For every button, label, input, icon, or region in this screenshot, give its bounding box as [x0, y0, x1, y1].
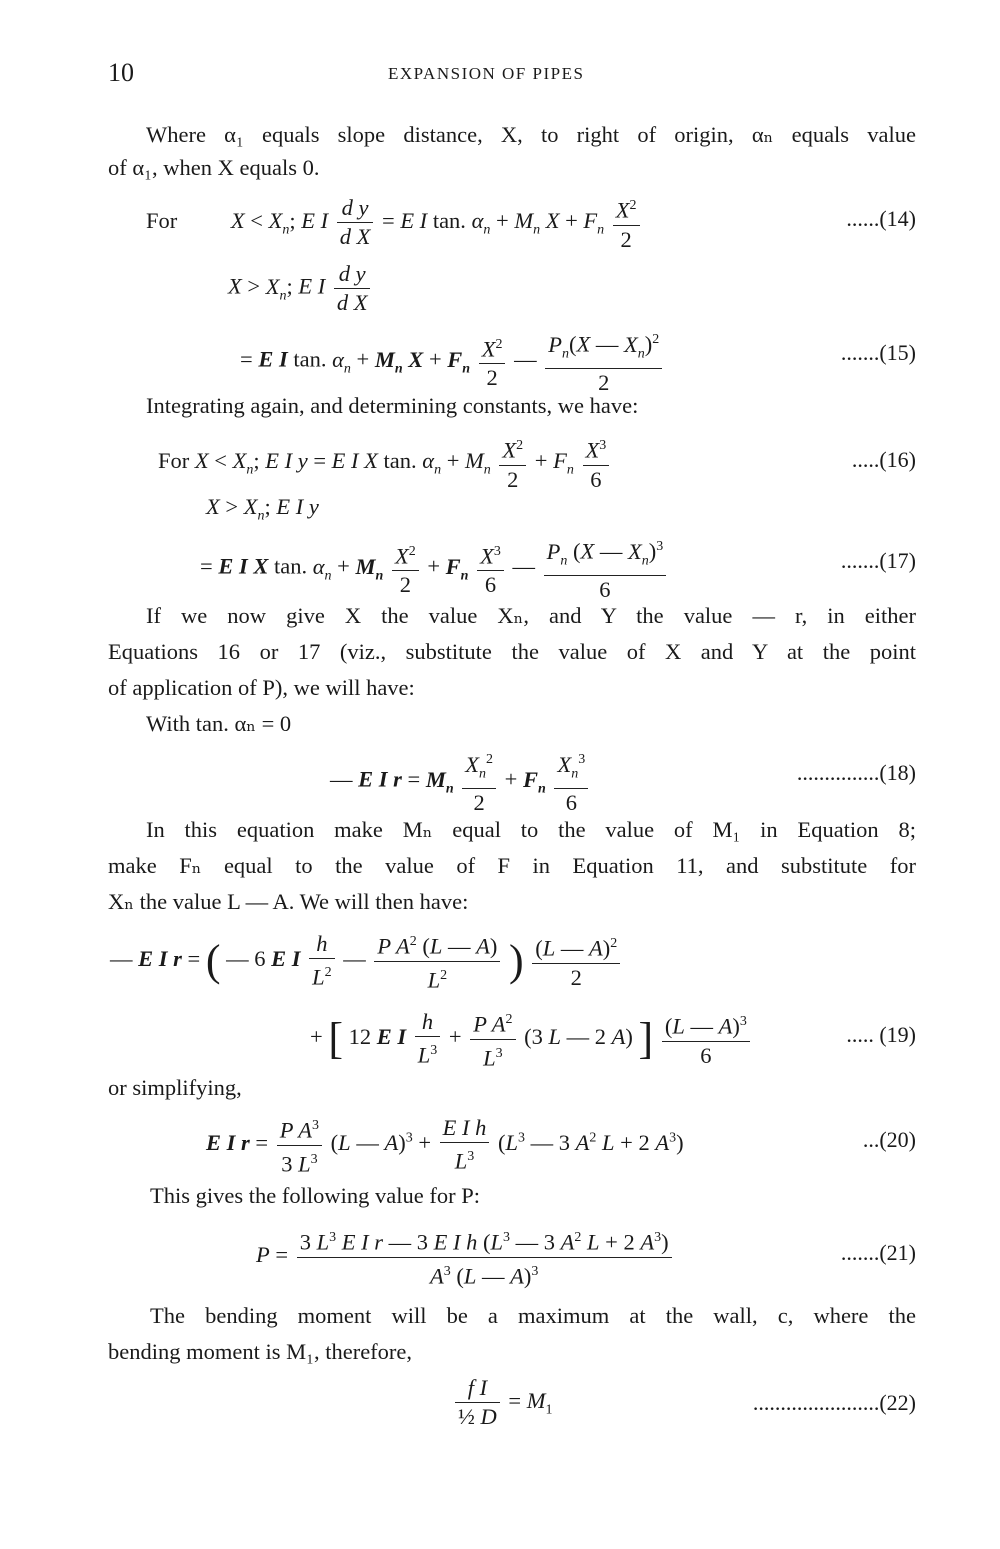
equation-20: E I r = $\frac{P A^3}{3 L^3}$ (L — A)$^3$ + $\frac{\text{E I h}}{L^3}$ ($L^3$ — 3 $A^2$ L + 2 $A^3$) — [206, 1115, 684, 1176]
paragraph-line: Where α₁ equals slope distance, X, to right of origin, αₙ equals value — [146, 122, 916, 147]
paragraph-line: or simplifying, — [108, 1075, 242, 1100]
equation-number: ...(20) — [862, 1127, 916, 1152]
paragraph-line: This gives the following value for P: — [150, 1183, 480, 1208]
paragraph-line: If we now give X the value Xₙ, and Y the value — r, in either — [146, 603, 916, 628]
paragraph-line: In this equation make Mₙ equal to the value of M₁ in Equation 8; — [146, 817, 916, 842]
equation-label: For — [158, 447, 190, 473]
paragraph-line: make Fₙ equal to the value of F in Equation 11, and substitute for — [108, 853, 916, 878]
equation-number: ..... (19) — [846, 1022, 916, 1047]
paragraph-line: of application of P), we will have: — [108, 675, 415, 700]
equation-label: For — [146, 207, 178, 233]
paragraph-line: bending moment is M₁, therefore, — [108, 1339, 413, 1364]
equation-19-line2: + [ 12 E I $\frac{h}{L^3}$ + $\frac{P A^2}{L^3}$ (3 L — 2 A) ] $\frac{(L — A)^3}{6}$ — [310, 1006, 753, 1072]
running-title: EXPANSION OF PIPES — [388, 64, 585, 83]
equation-number: ...............(18) — [796, 760, 916, 785]
equation-18: — E I $r = M_n$ $\frac{X_n^2}{2}$ + $F_n$ $\frac{X_n^3}{6}$ — [330, 746, 591, 817]
equation-number: .......................(22) — [752, 1390, 916, 1415]
equation-21: P = $\frac{3 L^3 E I r — 3 E I h (L^3 — 3 A^2 L + 2 A^3)}{A^3 (L — A)^3}$ — [256, 1224, 675, 1290]
paragraph-line: Integrating again, and determining constants, we have: — [146, 393, 639, 418]
paragraph-line: of α₁, when X equals 0. — [108, 155, 320, 180]
equation-17-lhs: $X > X_n$; E I y — [206, 494, 319, 524]
equation-15-rhs: = E I tan. $\alpha_n + M_n$ $X + F_n$ $\frac{X^2}{2}$ — $\frac{P_n(X — X_n)^2}{2}$ — [240, 326, 665, 397]
page-number: 10 — [108, 58, 134, 87]
equation-15-lhs: $X > X_n$; E I $\frac{\text{d y}}{\text{d X}}$ — [228, 260, 373, 317]
paragraph-line: With tan. αₙ = 0 — [146, 711, 292, 736]
equation-number: ......(14) — [846, 206, 916, 231]
equation-16: For $X < X_n$; E I y = E I X tan. $\alpha_n + M_n$ $\frac{X^2}{2}$ + $F_n$ $\frac{X^3}{6}$ — [158, 432, 612, 494]
equation-number: .......(15) — [840, 340, 916, 365]
equation-17-rhs: = E I X tan. $\alpha_n + M_n$ $\frac{X^2}{2}$ + $F_n$ $\frac{X^3}{6}$ — $\frac{P_n (X — X_n)^3}{6}$ — [200, 533, 669, 604]
equation-number: .....(16) — [851, 447, 916, 472]
paragraph-line: The bending moment will be a maximum at the wall, c, where the — [150, 1303, 916, 1328]
equation-14: For $X < X_n$; E I $\frac{\text{d y}}{\text{d X}}$ = E I tan. $\alpha_n + M_n$ $X + F_n$ $\frac{X^2}{2}$ — [146, 192, 643, 254]
equation-22: $\frac{\text{f I}}{\text{½ D}}$ = $M_1$ — [452, 1374, 552, 1431]
equation-19-line1: — E I r = ( — 6 E I $\frac{h}{L^2}$ — $\frac{P A^2 (L — A)}{L^2}$ ) $\frac{(L — A)^2}{2}$ — [110, 928, 623, 994]
paragraph-line: Xₙ the value L — A. We will then have: — [108, 889, 469, 914]
paragraph-line: Equations 16 or 17 (viz., substitute the value of X and Y at the point — [108, 639, 916, 664]
equation-number: .......(17) — [840, 548, 916, 573]
equation-number: .......(21) — [840, 1240, 916, 1265]
